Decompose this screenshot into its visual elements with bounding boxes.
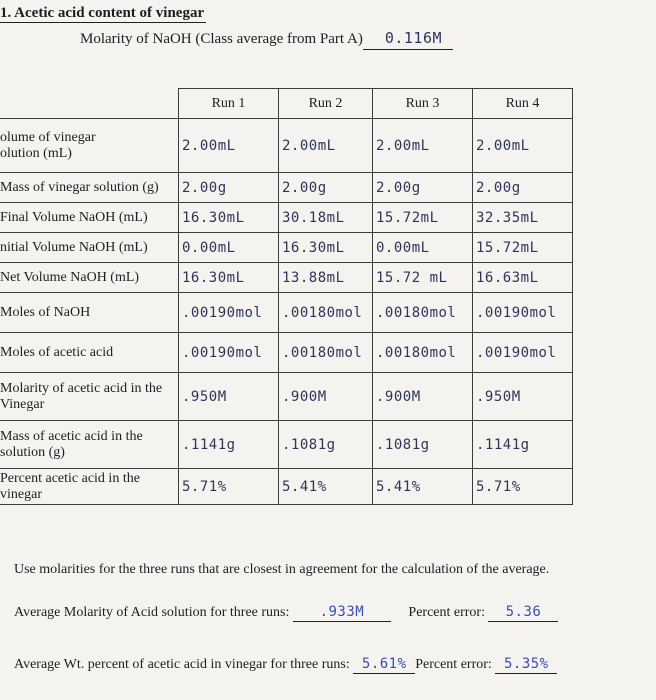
table-row — [0, 263, 573, 293]
row-label: Mass of acetic acid in the solution (g) — [0, 421, 179, 469]
row-label: Moles of NaOH — [0, 293, 179, 333]
table-cell: 30.18mL — [279, 203, 373, 233]
row-label: nitial Volume NaOH (mL) — [0, 233, 179, 263]
table-cell: .00190mol — [473, 333, 573, 373]
table-row — [0, 203, 573, 233]
table-row — [0, 293, 573, 333]
table-cell: 2.00g — [279, 173, 373, 203]
table-header-row — [0, 89, 573, 119]
table-cell: 2.00mL — [473, 119, 573, 173]
section-title: 1. Acetic acid content of vinegar — [0, 5, 205, 21]
average-molarity-line — [14, 604, 558, 622]
average-weight-percent-line — [14, 656, 557, 674]
percent-error-label: Percent error: — [408, 605, 485, 620]
naoh-molarity-line — [80, 28, 453, 50]
table-cell: .900M — [373, 373, 473, 421]
row-label: Mass of vinegar solution (g) — [0, 173, 179, 203]
average-weight-blank — [353, 656, 415, 674]
table-cell: .1141g — [473, 421, 573, 469]
naoh-molarity-value: 0.116M — [384, 29, 443, 47]
table-cell: .00180mol — [279, 333, 373, 373]
column-header: Run 4 — [473, 89, 573, 119]
table-cell: 16.30mL — [179, 203, 279, 233]
table-cell: .1081g — [373, 421, 473, 469]
header-corner-cell — [0, 89, 179, 119]
table-cell: 15.72mL — [373, 203, 473, 233]
column-header: Run 3 — [373, 89, 473, 119]
table-row — [0, 333, 573, 373]
data-table — [0, 88, 573, 505]
table-cell: .00190mol — [179, 333, 279, 373]
row-label: Final Volume NaOH (mL) — [0, 203, 179, 233]
row-label: Moles of acetic acid — [0, 333, 179, 373]
table-cell: 13.88mL — [279, 263, 373, 293]
table-cell: 0.00mL — [373, 233, 473, 263]
table-cell: .00190mol — [473, 293, 573, 333]
percent-error-value: 5.36 — [505, 604, 542, 620]
table-cell: .900M — [279, 373, 373, 421]
table-row — [0, 421, 573, 469]
table-cell: 5.71% — [473, 469, 573, 505]
average-molarity-label: Average Molarity of Acid solution for three runs: — [14, 605, 290, 620]
table-row — [0, 233, 573, 263]
table-cell: 15.72mL — [473, 233, 573, 263]
table-cell: 16.63mL — [473, 263, 573, 293]
table-row — [0, 469, 573, 505]
table-cell: 5.71% — [179, 469, 279, 505]
percent-error-blank — [495, 656, 557, 674]
row-label: Percent acetic acid in the vinegar — [0, 469, 179, 505]
table-cell: .950M — [179, 373, 279, 421]
average-molarity-value: .933M — [319, 604, 365, 620]
table-row — [0, 373, 573, 421]
column-header: Run 1 — [179, 89, 279, 119]
instruction-note: Use molarities for the three runs that are closest in agreement for the calculation of the average. — [14, 562, 550, 577]
average-weight-value: 5.61% — [361, 656, 407, 672]
percent-error-value: 5.35% — [503, 656, 549, 672]
table-cell: .950M — [473, 373, 573, 421]
table-cell: .1141g — [179, 421, 279, 469]
table-cell: 16.30mL — [279, 233, 373, 263]
naoh-molarity-blank — [363, 29, 453, 50]
table-cell: .00180mol — [373, 333, 473, 373]
table-cell: 2.00g — [373, 173, 473, 203]
average-weight-label: Average Wt. percent of acetic acid in vinegar for three runs: — [14, 657, 350, 672]
row-label: Net Volume NaOH (mL) — [0, 263, 179, 293]
table-cell: 0.00mL — [179, 233, 279, 263]
column-header: Run 2 — [279, 89, 373, 119]
table-cell: .1081g — [279, 421, 373, 469]
table-cell: 2.00mL — [373, 119, 473, 173]
row-label: olume of vinegar olution (mL) — [0, 119, 179, 173]
table-cell: 15.72 mL — [373, 263, 473, 293]
table-cell: 5.41% — [373, 469, 473, 505]
table-cell: .00190mol — [179, 293, 279, 333]
table-cell: 32.35mL — [473, 203, 573, 233]
percent-error-blank — [488, 604, 558, 622]
percent-error-label: Percent error: — [415, 657, 492, 672]
average-molarity-blank — [293, 604, 391, 622]
table-cell: 2.00g — [179, 173, 279, 203]
table-cell: 5.41% — [279, 469, 373, 505]
table-cell: 16.30mL — [179, 263, 279, 293]
table-cell: .00180mol — [373, 293, 473, 333]
table-cell: .00180mol — [279, 293, 373, 333]
naoh-molarity-label: Molarity of NaOH (Class average from Part A) — [80, 31, 363, 47]
table-row — [0, 173, 573, 203]
table-cell: 2.00mL — [179, 119, 279, 173]
table-row — [0, 119, 573, 173]
row-label: Molarity of acetic acid in the Vinegar — [0, 373, 179, 421]
table-cell: 2.00g — [473, 173, 573, 203]
table-cell: 2.00mL — [279, 119, 373, 173]
